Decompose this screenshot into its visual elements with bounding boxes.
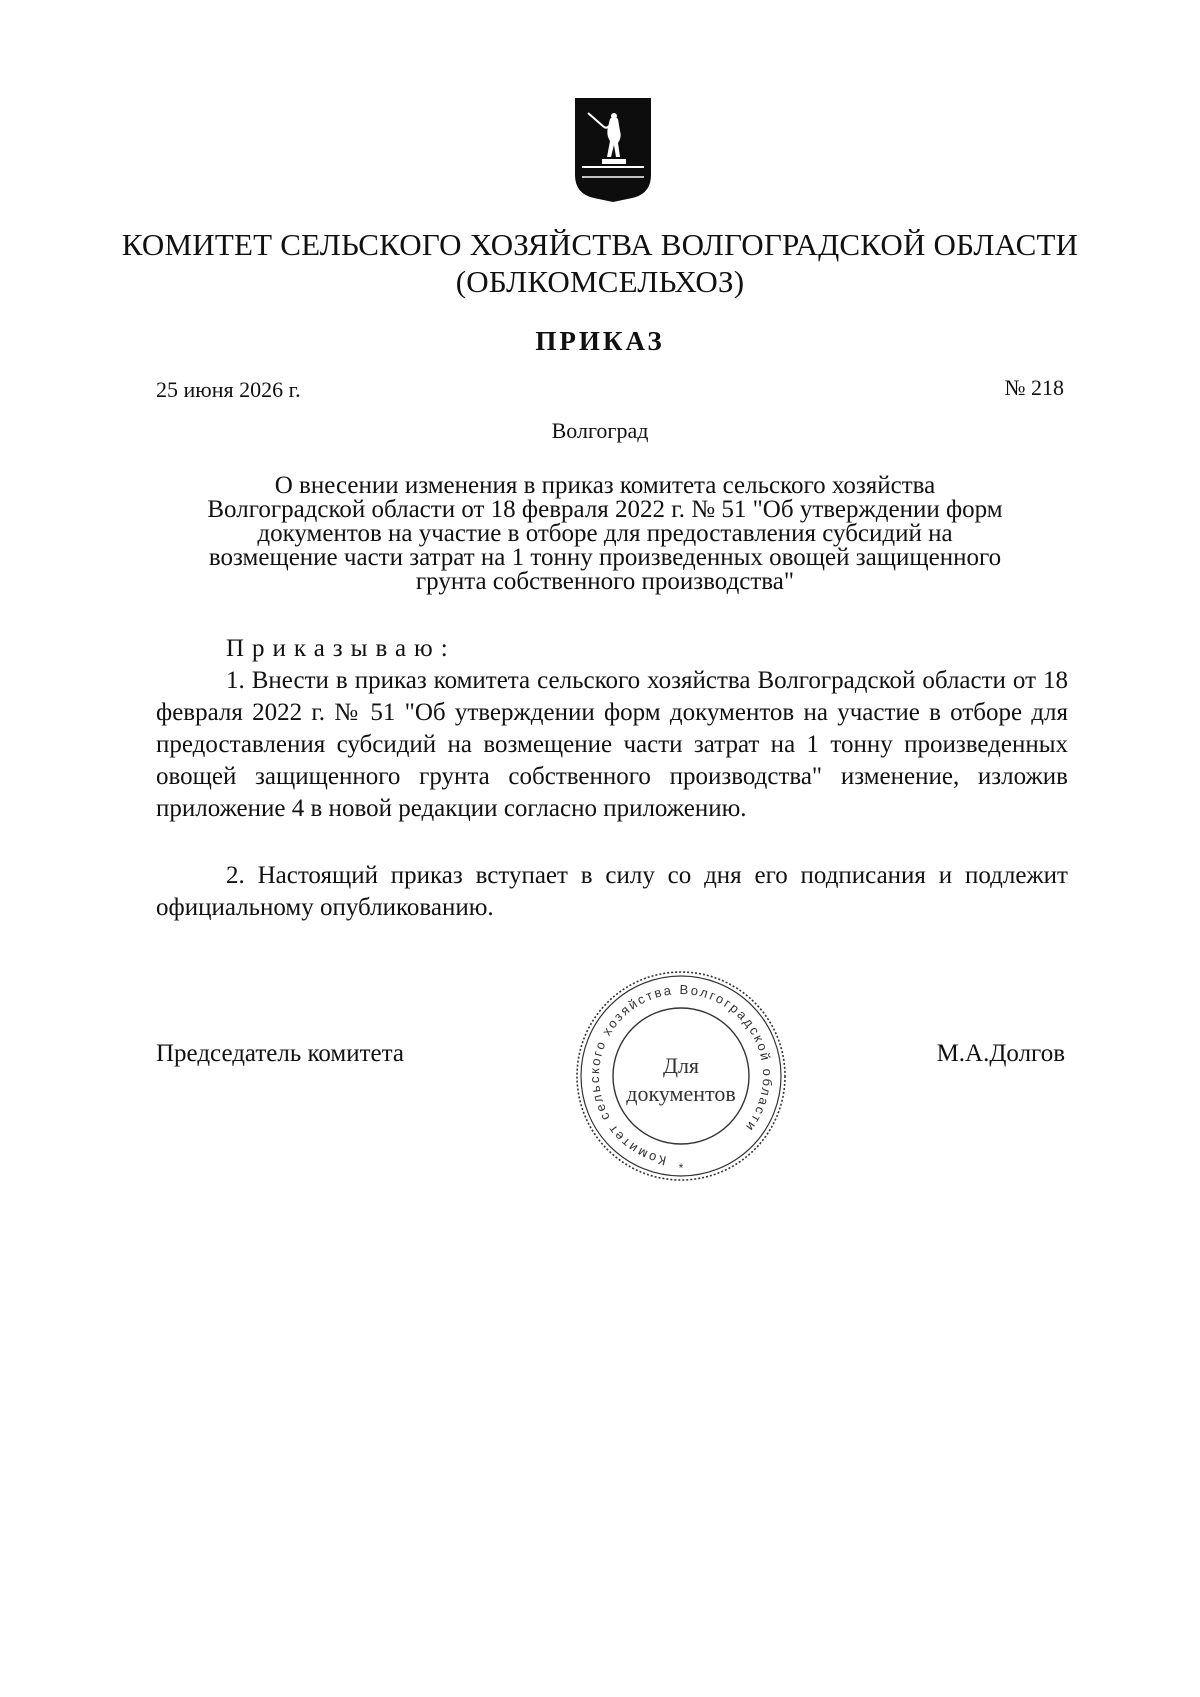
subject-line: грунта собственного производства"	[415, 568, 795, 595]
order-paragraph-2: 2. Настоящий приказ вступает в силу со дня его подписания и подлежит официальному опубликованию.	[156, 862, 1068, 921]
seal-center-line-2: документов	[626, 1081, 736, 1106]
subject-line: О внесении изменения в приказ комитета сельского хозяйства	[274, 472, 936, 499]
svg-text:*: *	[678, 1161, 684, 1175]
order-city: Волгоград	[551, 418, 649, 443]
subject-line: возмещение части затрат на 1 тонну произведенных овощей защищенного	[208, 544, 1002, 571]
document-type-title: ПРИКАЗ	[535, 326, 665, 356]
subject-line: документов на участие в отборе для предоставления субсидий на	[257, 520, 953, 547]
order-paragraph-1: 1. Внести в приказ комитета сельского хозяйства Волгоградской области от 18 февраля 2022 г. № 51 "Об утверждении форм документов на участие в отборе для предоставления субсидий на возмещение части затрат на 1 тонну произведенных овощей защищенного грунта собственного производства" изменение, изложив приложение 4 в новой редакции согласно приложению.	[156, 667, 1068, 822]
order-verb: Приказываю:	[226, 635, 456, 662]
order-subject	[150, 474, 1060, 594]
subject-line: Волгоградской области от 18 февраля 2022 г. № 51 "Об утверждении форм	[207, 496, 1003, 523]
order-number: № 218	[1004, 375, 1064, 400]
order-date: 25 июня 2026 г.	[156, 377, 301, 402]
seal-center-line-1: Для	[662, 1053, 700, 1078]
signatory-name: М.А.Долгов	[936, 1040, 1065, 1067]
signatory-role: Председатель комитета	[156, 1040, 404, 1067]
seal-ring-text: Комитет сельского хозяйства Волгоградской области	[586, 981, 776, 1169]
organization-name: КОМИТЕТ СЕЛЬСКОГО ХОЗЯЙСТВА ВОЛГОГРАДСКОЙ ОБЛАСТИ	[121, 227, 1079, 262]
coat-of-arms-emblem	[574, 97, 652, 203]
organization-abbreviation: (ОБЛКОМСЕЛЬХОЗ)	[455, 264, 745, 299]
official-seal-stamp	[572, 967, 790, 1185]
